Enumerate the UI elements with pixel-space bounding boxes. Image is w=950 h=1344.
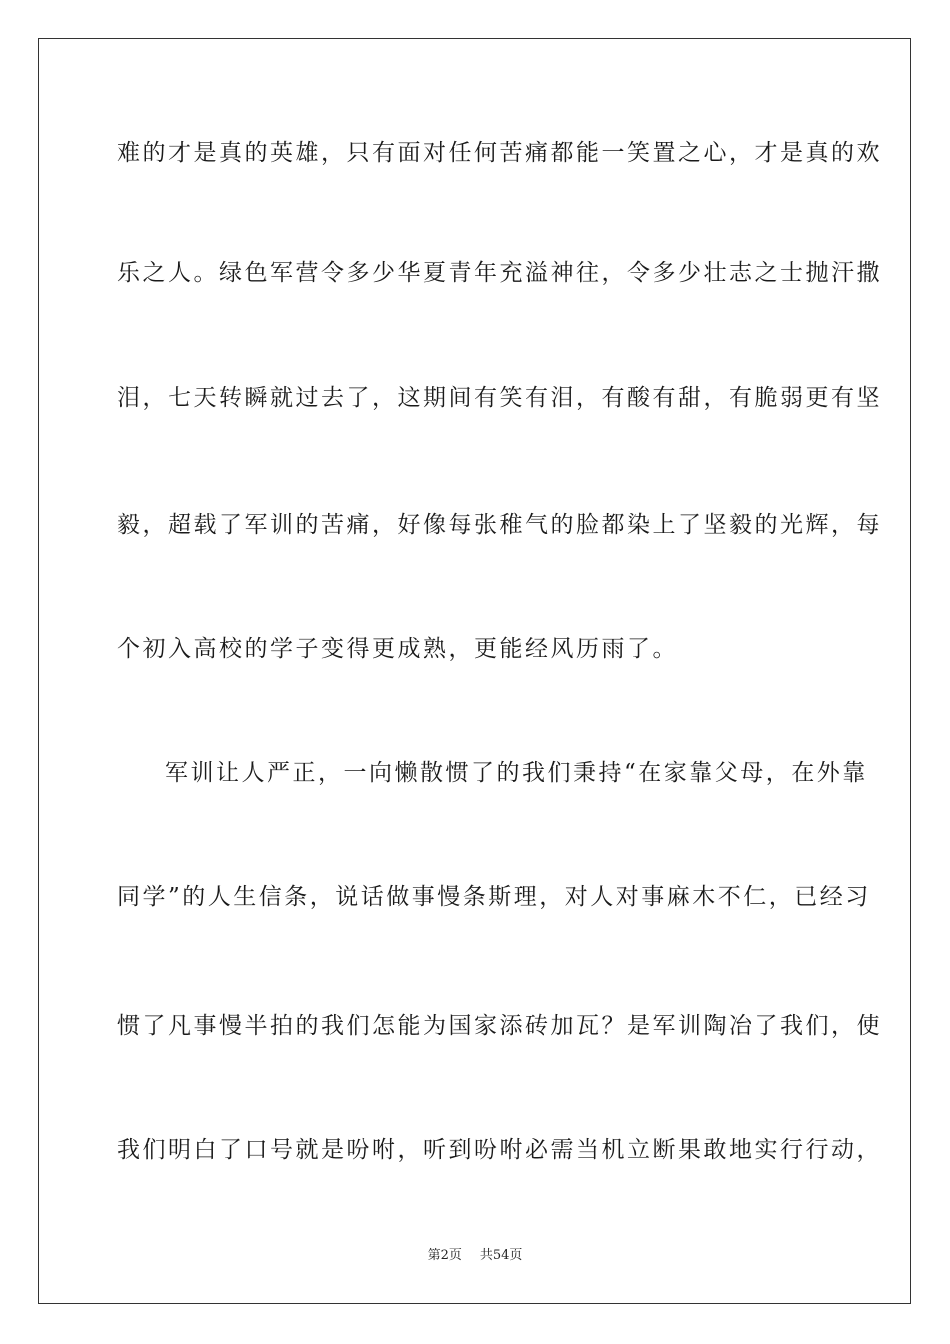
page-footer bbox=[0, 1248, 950, 1264]
text-line-4: 毅，超载了军训的苦痛，好像每张稚气的脸都染上了坚毅的光辉，每 bbox=[117, 512, 882, 538]
text-line-1: 难的才是真的英雄，只有面对任何苦痛都能一笑置之心，才是真的欢 bbox=[117, 140, 882, 166]
text-line-2: 乐之人。绿色军营令多少华夏青年充溢神往，令多少壮志之士抛汗撒 bbox=[117, 260, 882, 286]
page-total: 共54页 bbox=[479, 1248, 523, 1263]
text-line-8: 惯了凡事慢半拍的我们怎能为国家添砖加瓦？是军训陶冶了我们，使 bbox=[117, 1013, 882, 1039]
text-line-9: 我们明白了口号就是吩咐，听到吩咐必需当机立断果敢地实行行动， bbox=[117, 1137, 882, 1163]
text-line-5: 个初入高校的学子变得更成熟，更能经风历雨了。 bbox=[117, 636, 678, 662]
page-number: 第2页 bbox=[427, 1248, 462, 1263]
paragraph-start-line: 军训让人严正，一向懒散惯了的我们秉持“在家靠父母，在外靠 bbox=[165, 760, 868, 786]
text-line-7: 同学”的人生信条，说话做事慢条斯理，对人对事麻木不仁，已经习 bbox=[117, 884, 871, 910]
page-border bbox=[38, 38, 911, 1304]
text-line-3: 泪，七天转瞬就过去了，这期间有笑有泪，有酸有甜，有脆弱更有坚 bbox=[117, 385, 882, 411]
